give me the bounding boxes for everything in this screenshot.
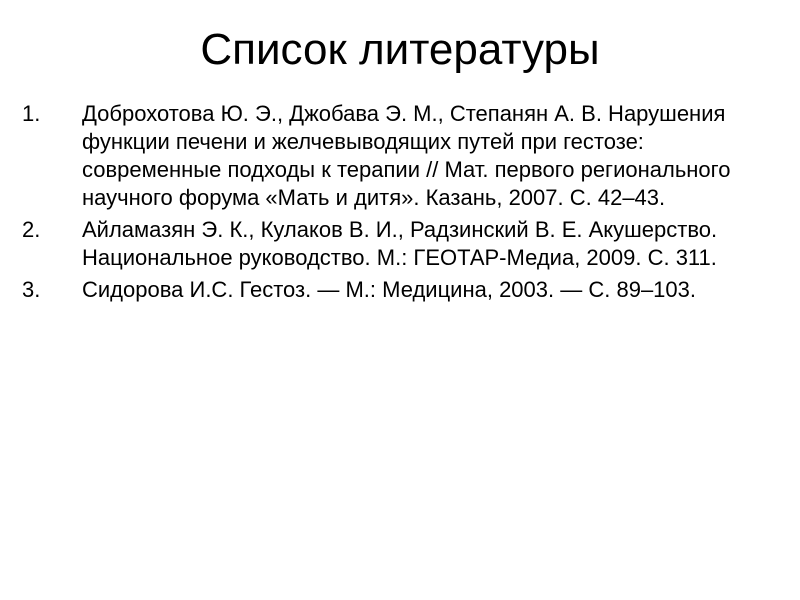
reference-list (22, 100, 782, 308)
reference-number: 2. (22, 217, 41, 242)
reference-text: Айламазян Э. К., Кулаков В. И., Радзинский В. Е. Акушерство. Национальное руководство. М.: ГЕОТАР-Медиа, 2009. С. 311. (82, 217, 718, 270)
reference-item (22, 216, 782, 272)
reference-item (22, 100, 782, 212)
slide-title: Список литературы (200, 25, 600, 74)
reference-number: 1. (22, 101, 41, 126)
reference-number: 3. (22, 277, 41, 302)
reference-text: Сидорова И.С. Гестоз. — М.: Медицина, 2003. — С. 89–103. (82, 277, 696, 302)
reference-text: Доброхотова Ю. Э., Джобава Э. М., Степанян А. В. Нарушения функции печени и желчевыводящих путей при гестозе: современные подходы к терапии // Мат. первого регионального научного форума «Мать и дитя». Казань, 2007. С. 42–43. (82, 101, 731, 210)
reference-item (22, 276, 782, 304)
